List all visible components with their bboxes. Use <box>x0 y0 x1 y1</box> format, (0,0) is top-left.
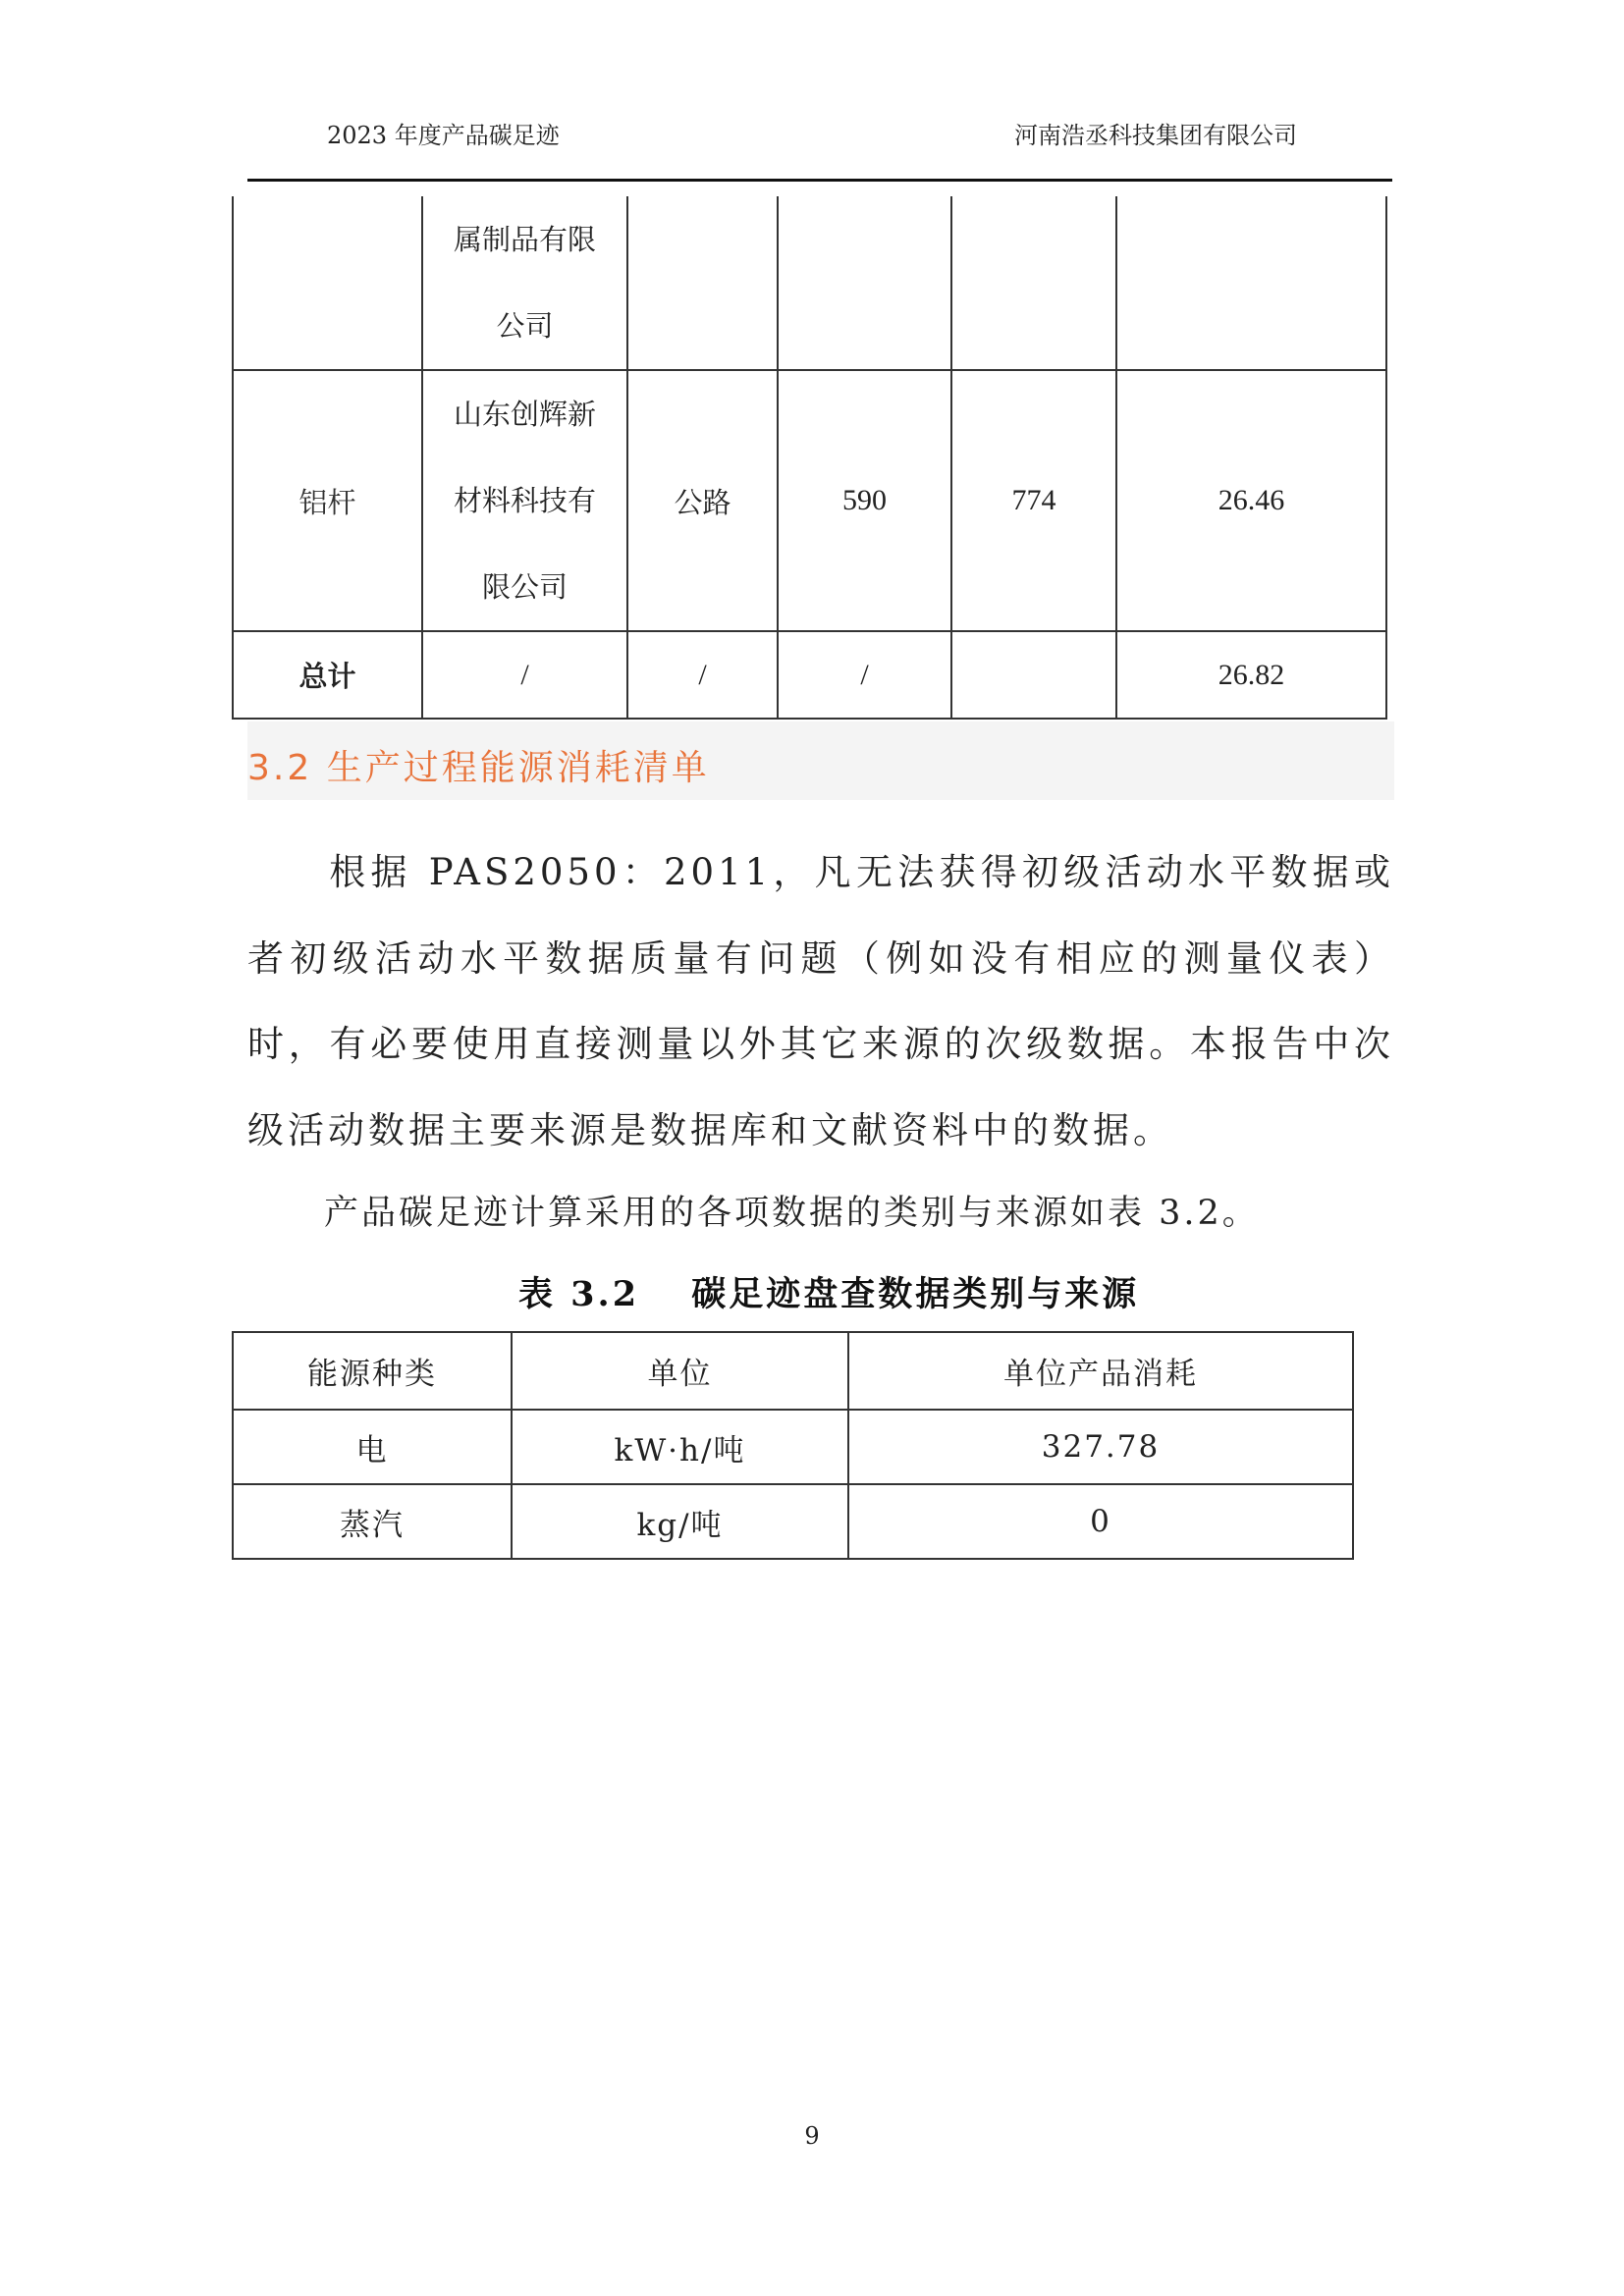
table-cell <box>233 196 422 370</box>
table-cell: 电 <box>233 1410 512 1484</box>
table-row <box>233 1410 1353 1484</box>
energy-consumption-table <box>232 1331 1354 1560</box>
column-header: 能源种类 <box>233 1332 512 1410</box>
header-rule <box>247 179 1392 182</box>
distance-cell: 590 <box>778 370 951 631</box>
table-cell: / <box>778 631 951 719</box>
table-cell <box>627 196 778 370</box>
total-row <box>233 631 1386 719</box>
material-cell: 铝杆 <box>233 370 422 631</box>
section-title: 3.2 生产过程能源消耗清单 <box>247 748 710 788</box>
table-cell <box>778 196 951 370</box>
table-row <box>233 196 1386 370</box>
header-left: 2023 年度产品碳足迹 <box>327 122 560 149</box>
table-cell <box>1116 196 1386 370</box>
body-paragraph: 根据 PAS2050：2011，凡无法获得初级活动水平数据或者初级活动水平数据质量有问题（例如没有相应的测量仪表）时，有必要使用直接测量以外其它来源的次级数据。本报告中次级活动数据主要来源是数据库和文献资料中的数据。 <box>247 851 1394 1151</box>
table-cell <box>951 631 1116 719</box>
total-emission-cell: 26.82 <box>1116 631 1386 719</box>
table-cell: kg/吨 <box>512 1484 848 1559</box>
body-paragraph-2: 产品碳足迹计算采用的各项数据的类别与来源如表 3.2。 <box>324 1194 1260 1233</box>
weight-cell: 774 <box>951 370 1116 631</box>
transport-table-continued <box>232 196 1387 720</box>
transport-mode-cell: 公路 <box>627 370 778 631</box>
page-number: 9 <box>804 2122 820 2150</box>
emission-cell: 26.46 <box>1116 370 1386 631</box>
table-cell: kW·h/吨 <box>512 1410 848 1484</box>
table-cell: 327.78 <box>848 1410 1353 1484</box>
supplier-cell: 属制品有限 公司 <box>422 196 627 370</box>
table-header-row <box>233 1332 1353 1410</box>
table-cell: / <box>627 631 778 719</box>
total-label: 总计 <box>233 631 422 719</box>
table-row <box>233 370 1386 631</box>
table-row <box>233 1484 1353 1559</box>
supplier-cell: 山东创辉新 材料科技有 限公司 <box>422 370 627 631</box>
header-right: 河南浩丞科技集团有限公司 <box>1014 122 1297 149</box>
table-caption: 表 3.2 碳足迹盘查数据类别与来源 <box>518 1274 1140 1314</box>
column-header: 单位产品消耗 <box>848 1332 1353 1410</box>
table-cell <box>951 196 1116 370</box>
table-cell: 蒸汽 <box>233 1484 512 1559</box>
table-cell: 0 <box>848 1484 1353 1559</box>
table-cell: / <box>422 631 627 719</box>
column-header: 单位 <box>512 1332 848 1410</box>
